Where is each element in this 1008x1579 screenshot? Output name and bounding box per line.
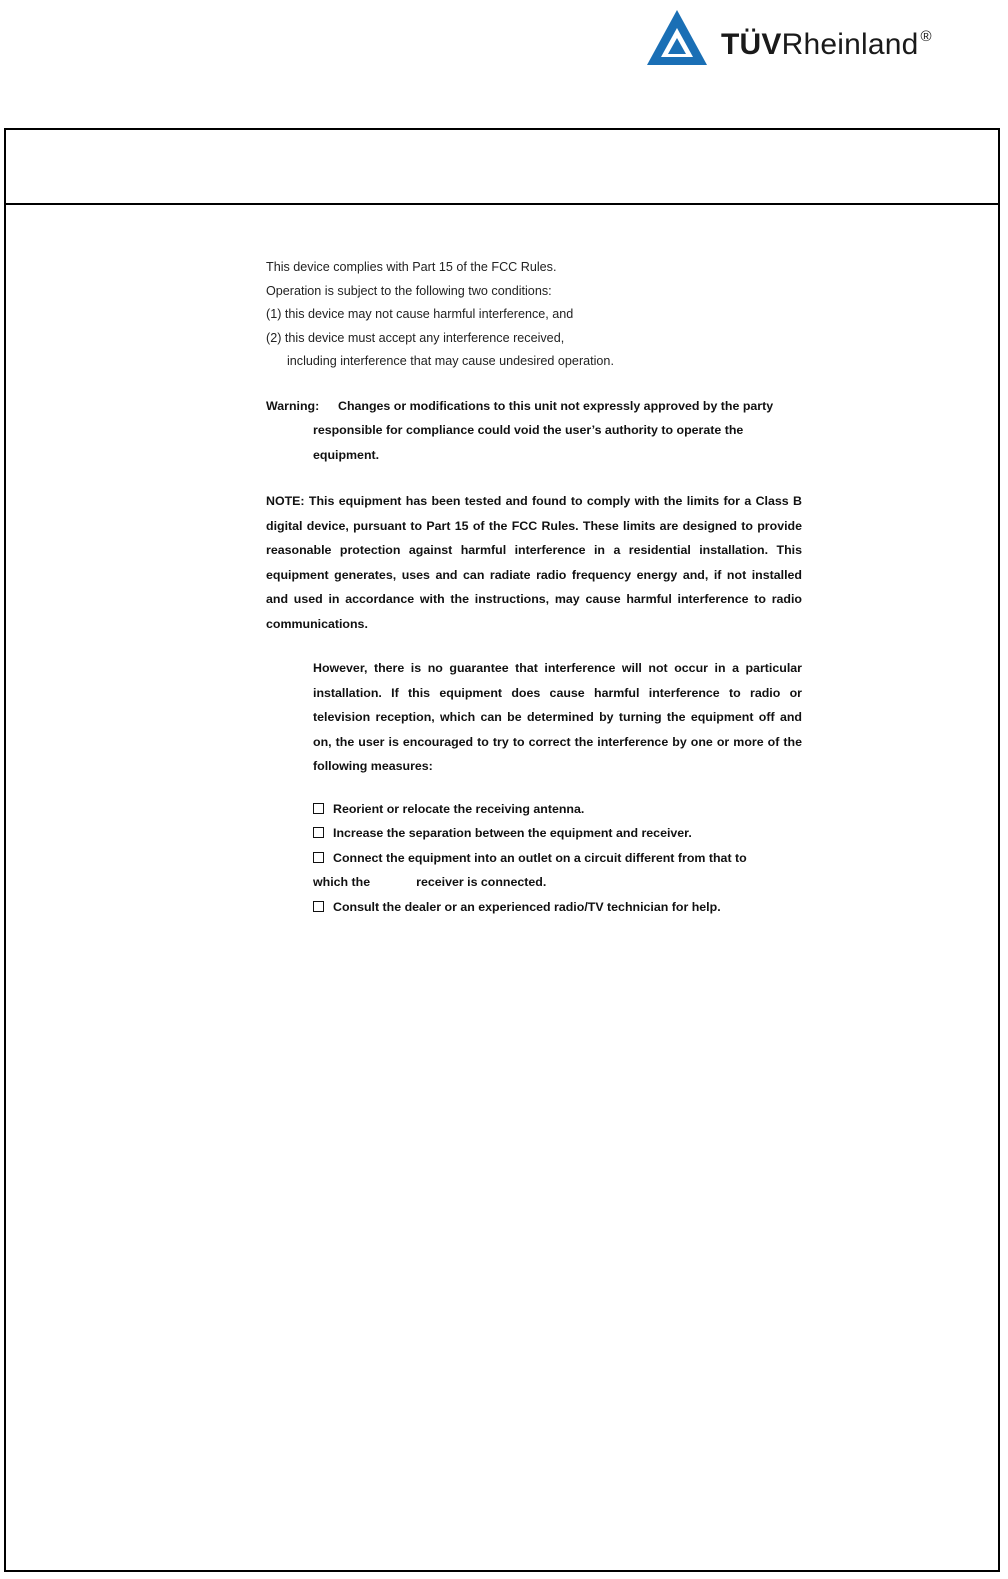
logo-brand-regular: Rheinland	[781, 28, 919, 61]
measure-text-1: Reorient or relocate the receiving antenna.	[333, 801, 585, 816]
note-paragraph: NOTE: This equipment has been tested and found to comply with the limits for a Class B digital device, pursuant to Part 15 of the FCC Rules. These limits are designed to provide reasonable protection against harmful interference in a residential installation. This equipment generates, uses and can radiate radio frequency energy and, if not installed and used in accordance with the instructions, may cause harmful interference to radio communications.	[266, 494, 802, 631]
checkbox-square-icon	[313, 803, 324, 814]
warning-line-1: Changes or modifications to this unit not expressly approved by the party	[338, 398, 774, 413]
checkbox-square-icon	[313, 852, 324, 863]
frame-header-row	[6, 130, 998, 205]
measure-text-4: Consult the dealer or an experienced radio/TV technician for help.	[333, 899, 721, 914]
measure-text-2: Increase the separation between the equipment and receiver.	[333, 826, 692, 840]
fcc-line-3: (1) this device may not cause harmful interference, and	[266, 307, 574, 321]
warning-line-2: responsible for compliance could void the user’s authority to operate the	[313, 423, 744, 437]
warning-label: Warning:	[266, 398, 320, 413]
warning-line-3: equipment.	[313, 447, 380, 462]
however-paragraph: However, there is no guarantee that interference will not occur in a particular installation. If this equipment does cause harmful interference to radio or television reception, which can be determined by turning the equipment off and on, the user is encouraged to try to correct the interference by one or more of the following measures:	[313, 661, 802, 773]
measure-text-3b-start: which the	[313, 875, 371, 889]
tuv-rheinland-logo	[645, 8, 975, 68]
measures-list	[266, 797, 802, 920]
measure-item	[313, 846, 802, 871]
logo-wordmark	[721, 28, 932, 62]
tuv-triangle-logo-icon	[645, 8, 709, 68]
fcc-line-4: (2) this device must accept any interference received,	[266, 330, 565, 345]
registered-mark: ®	[920, 28, 932, 45]
logo-brand-bold: TÜV	[721, 28, 782, 61]
measure-item	[313, 821, 802, 846]
checkbox-square-icon	[313, 827, 324, 838]
measure-text-3b-end: receiver is connected.	[416, 875, 547, 889]
fcc-line-1: This device complies with Part 15 of the FCC Rules.	[266, 260, 557, 274]
measure-item	[313, 797, 802, 822]
fcc-line-5: including interference that may cause undesired operation.	[287, 354, 614, 368]
fcc-compliance-statement	[266, 256, 802, 374]
measure-item	[313, 895, 802, 920]
fcc-content	[266, 256, 802, 919]
measure-item-continuation	[313, 870, 802, 895]
fcc-line-2: Operation is subject to the following two conditions:	[266, 283, 552, 298]
checkbox-square-icon	[313, 901, 324, 912]
measure-text-3a: Connect the equipment into an outlet on a circuit different from that to	[333, 850, 747, 865]
warning-paragraph	[266, 394, 802, 419]
